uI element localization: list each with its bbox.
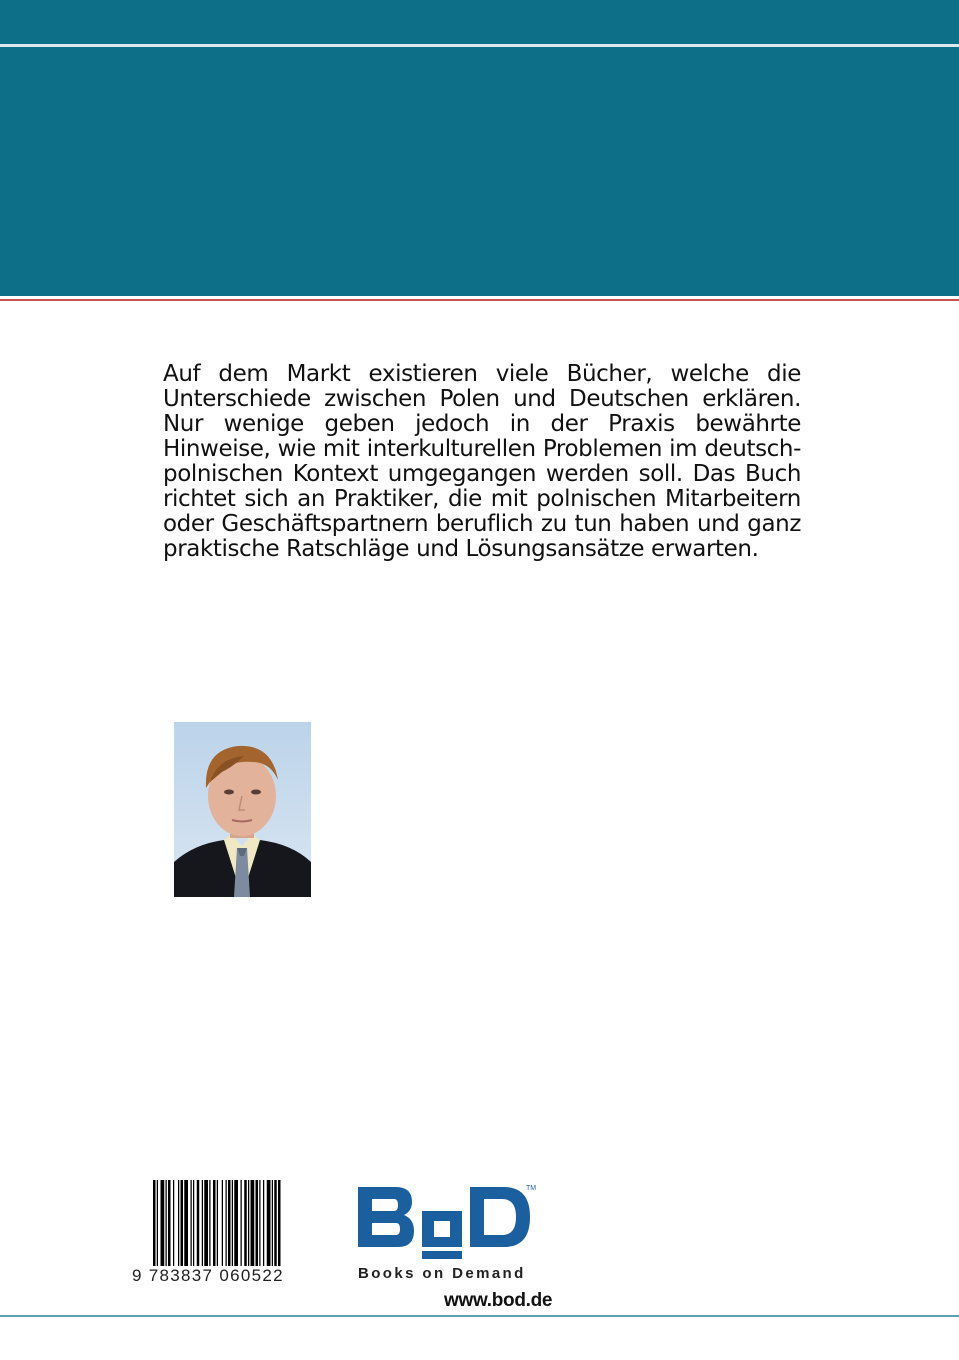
red-accent-line [0,299,959,301]
isbn-digits: 9 783837 060522 [132,1266,328,1286]
bod-logo [356,1183,541,1263]
book-blurb: Auf dem Markt existieren viele Bücher, welche die Unterschiede zwischen Polen und Deutschen erklären. Nur wenige geben jedoch in der Praxis bewährte Hinweise, wie mit interkulturellen Problemen im deutsch-polnischen Kontext umgegangen werden soll. Das Buch richtet sich an Praktiker, die mit polnischen Mitarbeitern oder Geschäftspartnern beruflich zu tun haben und ganz praktische Ratschläge und Lösungsansätze erwarten. [163,361,801,562]
publisher-url: www.bod.de [444,1290,553,1311]
author-portrait-image [174,722,311,897]
top-color-strip [0,0,959,44]
trademark-mark: TM [526,1185,537,1192]
author-photo [174,722,311,897]
cover-color-band [0,47,959,296]
publisher-tagline: Books on Demand [358,1265,526,1282]
bottom-divider [0,1315,959,1317]
